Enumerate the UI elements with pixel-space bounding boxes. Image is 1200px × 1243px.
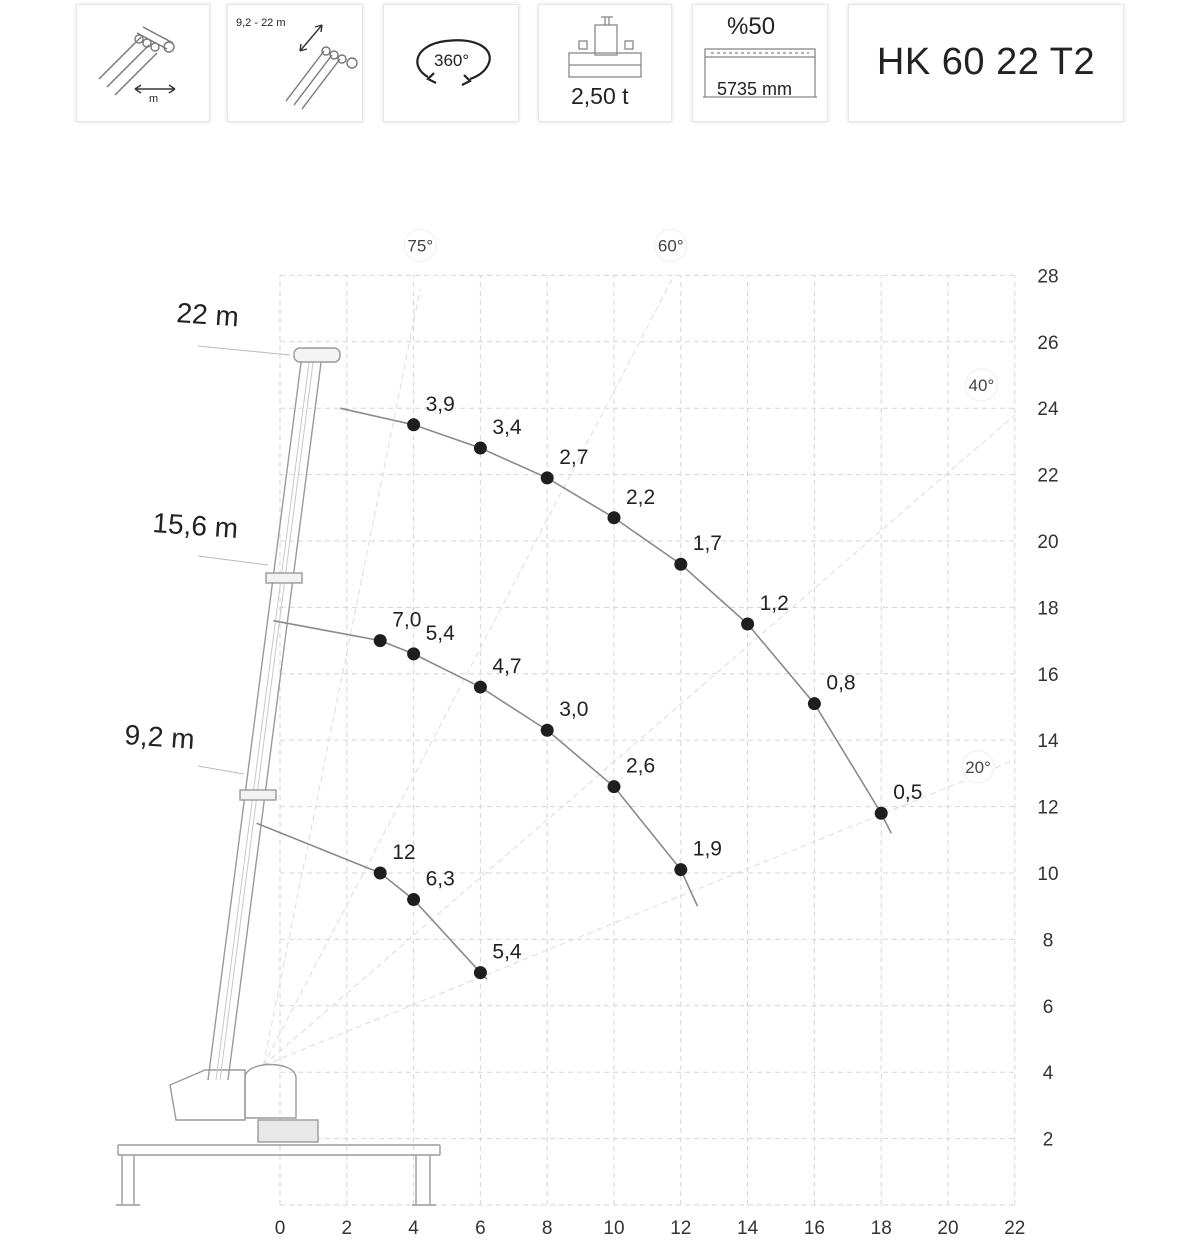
load-value-label: 0,8 (826, 671, 856, 695)
boom-length-label: 9,2 m (123, 719, 196, 755)
x-tick-label: 8 (541, 1218, 553, 1239)
angle-label: 20° (965, 757, 991, 777)
y-tick-label: 16 (1037, 664, 1059, 686)
outrigger-width-label: 5735 mm (717, 79, 793, 99)
load-value-label: 6,3 (425, 867, 455, 891)
y-tick-label: 14 (1037, 731, 1059, 753)
load-point (741, 618, 754, 631)
y-tick-label: 28 (1037, 266, 1059, 288)
load-value-label: 4,7 (492, 655, 522, 679)
angle-lines (263, 275, 1015, 1065)
outrigger-percent-label: %50 (727, 13, 776, 40)
angle-labels (404, 230, 997, 783)
load-value-label: 1,7 (692, 532, 723, 556)
boom-label-leader (198, 346, 290, 355)
angle-label: 60° (657, 236, 684, 256)
angle-label: 40° (968, 375, 995, 395)
y-tick-label: 26 (1037, 332, 1059, 354)
load-curve (340, 408, 891, 833)
y-tick-label: 18 (1037, 598, 1059, 620)
load-point (674, 558, 687, 571)
angle-line-20 (263, 757, 1015, 1065)
load-value-label: 12 (392, 841, 416, 864)
load-point (808, 697, 821, 710)
crane-illustration (116, 348, 440, 1205)
load-curves (257, 408, 892, 979)
y-tick-label: 2 (1042, 1129, 1054, 1151)
y-tick-label: 24 (1037, 399, 1059, 421)
x-tick-label: 14 (737, 1218, 759, 1239)
x-tick-label: 16 (803, 1218, 825, 1239)
load-point (674, 863, 687, 876)
x-tick-label: 20 (937, 1218, 959, 1239)
load-value-label: 3,0 (559, 698, 589, 722)
load-point (875, 807, 888, 820)
x-tick-label: 0 (274, 1218, 286, 1239)
load-value-label: 0,5 (893, 781, 923, 805)
y-tick-label: 10 (1037, 864, 1059, 885)
y-tick-label: 4 (1042, 1063, 1054, 1085)
x-axis-ticks (275, 1218, 1026, 1239)
y-tick-label: 20 (1037, 532, 1059, 553)
load-point (474, 442, 487, 455)
x-tick-label: 4 (408, 1218, 419, 1239)
angle-label: 75° (407, 236, 434, 256)
load-point (407, 418, 420, 431)
load-capacity-label: 2,50 t (571, 83, 629, 109)
load-point (407, 893, 420, 906)
boom-label-leader (198, 766, 244, 774)
load-point (374, 867, 387, 880)
load-point (474, 966, 487, 979)
rotation-label: 360° (434, 51, 470, 70)
boom-label-leader (198, 556, 268, 565)
boom-length-label: 22 m (175, 297, 240, 333)
boom-length-label: 15,6 m (151, 507, 240, 544)
x-tick-label: 22 (1004, 1218, 1026, 1239)
load-value-label: 1,9 (692, 837, 723, 861)
chart-grid (280, 275, 1015, 1205)
load-point (608, 511, 621, 524)
x-tick-label: 2 (341, 1218, 353, 1239)
load-point (608, 780, 621, 793)
reach-unit-label: m (149, 93, 159, 105)
load-point (541, 471, 554, 484)
load-point (407, 647, 420, 660)
model-name: HK 60 22 T2 (876, 41, 1096, 83)
load-value-label: 7,0 (392, 608, 422, 632)
angle-line-75 (263, 289, 420, 1066)
load-value-label: 3,9 (425, 392, 455, 416)
load-point (474, 681, 487, 694)
boom-range-label: 9,2 - 22 m (236, 17, 286, 29)
y-tick-label: 8 (1042, 930, 1054, 952)
y-axis-ticks (1037, 266, 1059, 1150)
y-tick-label: 6 (1042, 996, 1054, 1018)
load-value-label: 5,4 (492, 940, 522, 964)
x-tick-label: 12 (670, 1218, 692, 1239)
load-value-label: 5,4 (425, 621, 455, 645)
load-value-label: 1,2 (759, 592, 789, 615)
y-tick-label: 12 (1037, 797, 1059, 819)
load-value-label: 3,4 (492, 416, 522, 440)
x-tick-label: 6 (475, 1218, 486, 1239)
load-point-labels (392, 393, 922, 964)
load-value-label: 2,2 (626, 485, 656, 509)
y-tick-label: 22 (1037, 465, 1059, 487)
x-tick-label: 10 (603, 1218, 625, 1239)
load-point (541, 724, 554, 737)
x-tick-label: 18 (870, 1218, 892, 1239)
angle-line-60 (263, 275, 674, 1065)
load-point (374, 634, 387, 647)
load-value-label: 2,6 (626, 754, 656, 778)
load-value-label: 2,7 (559, 445, 589, 469)
